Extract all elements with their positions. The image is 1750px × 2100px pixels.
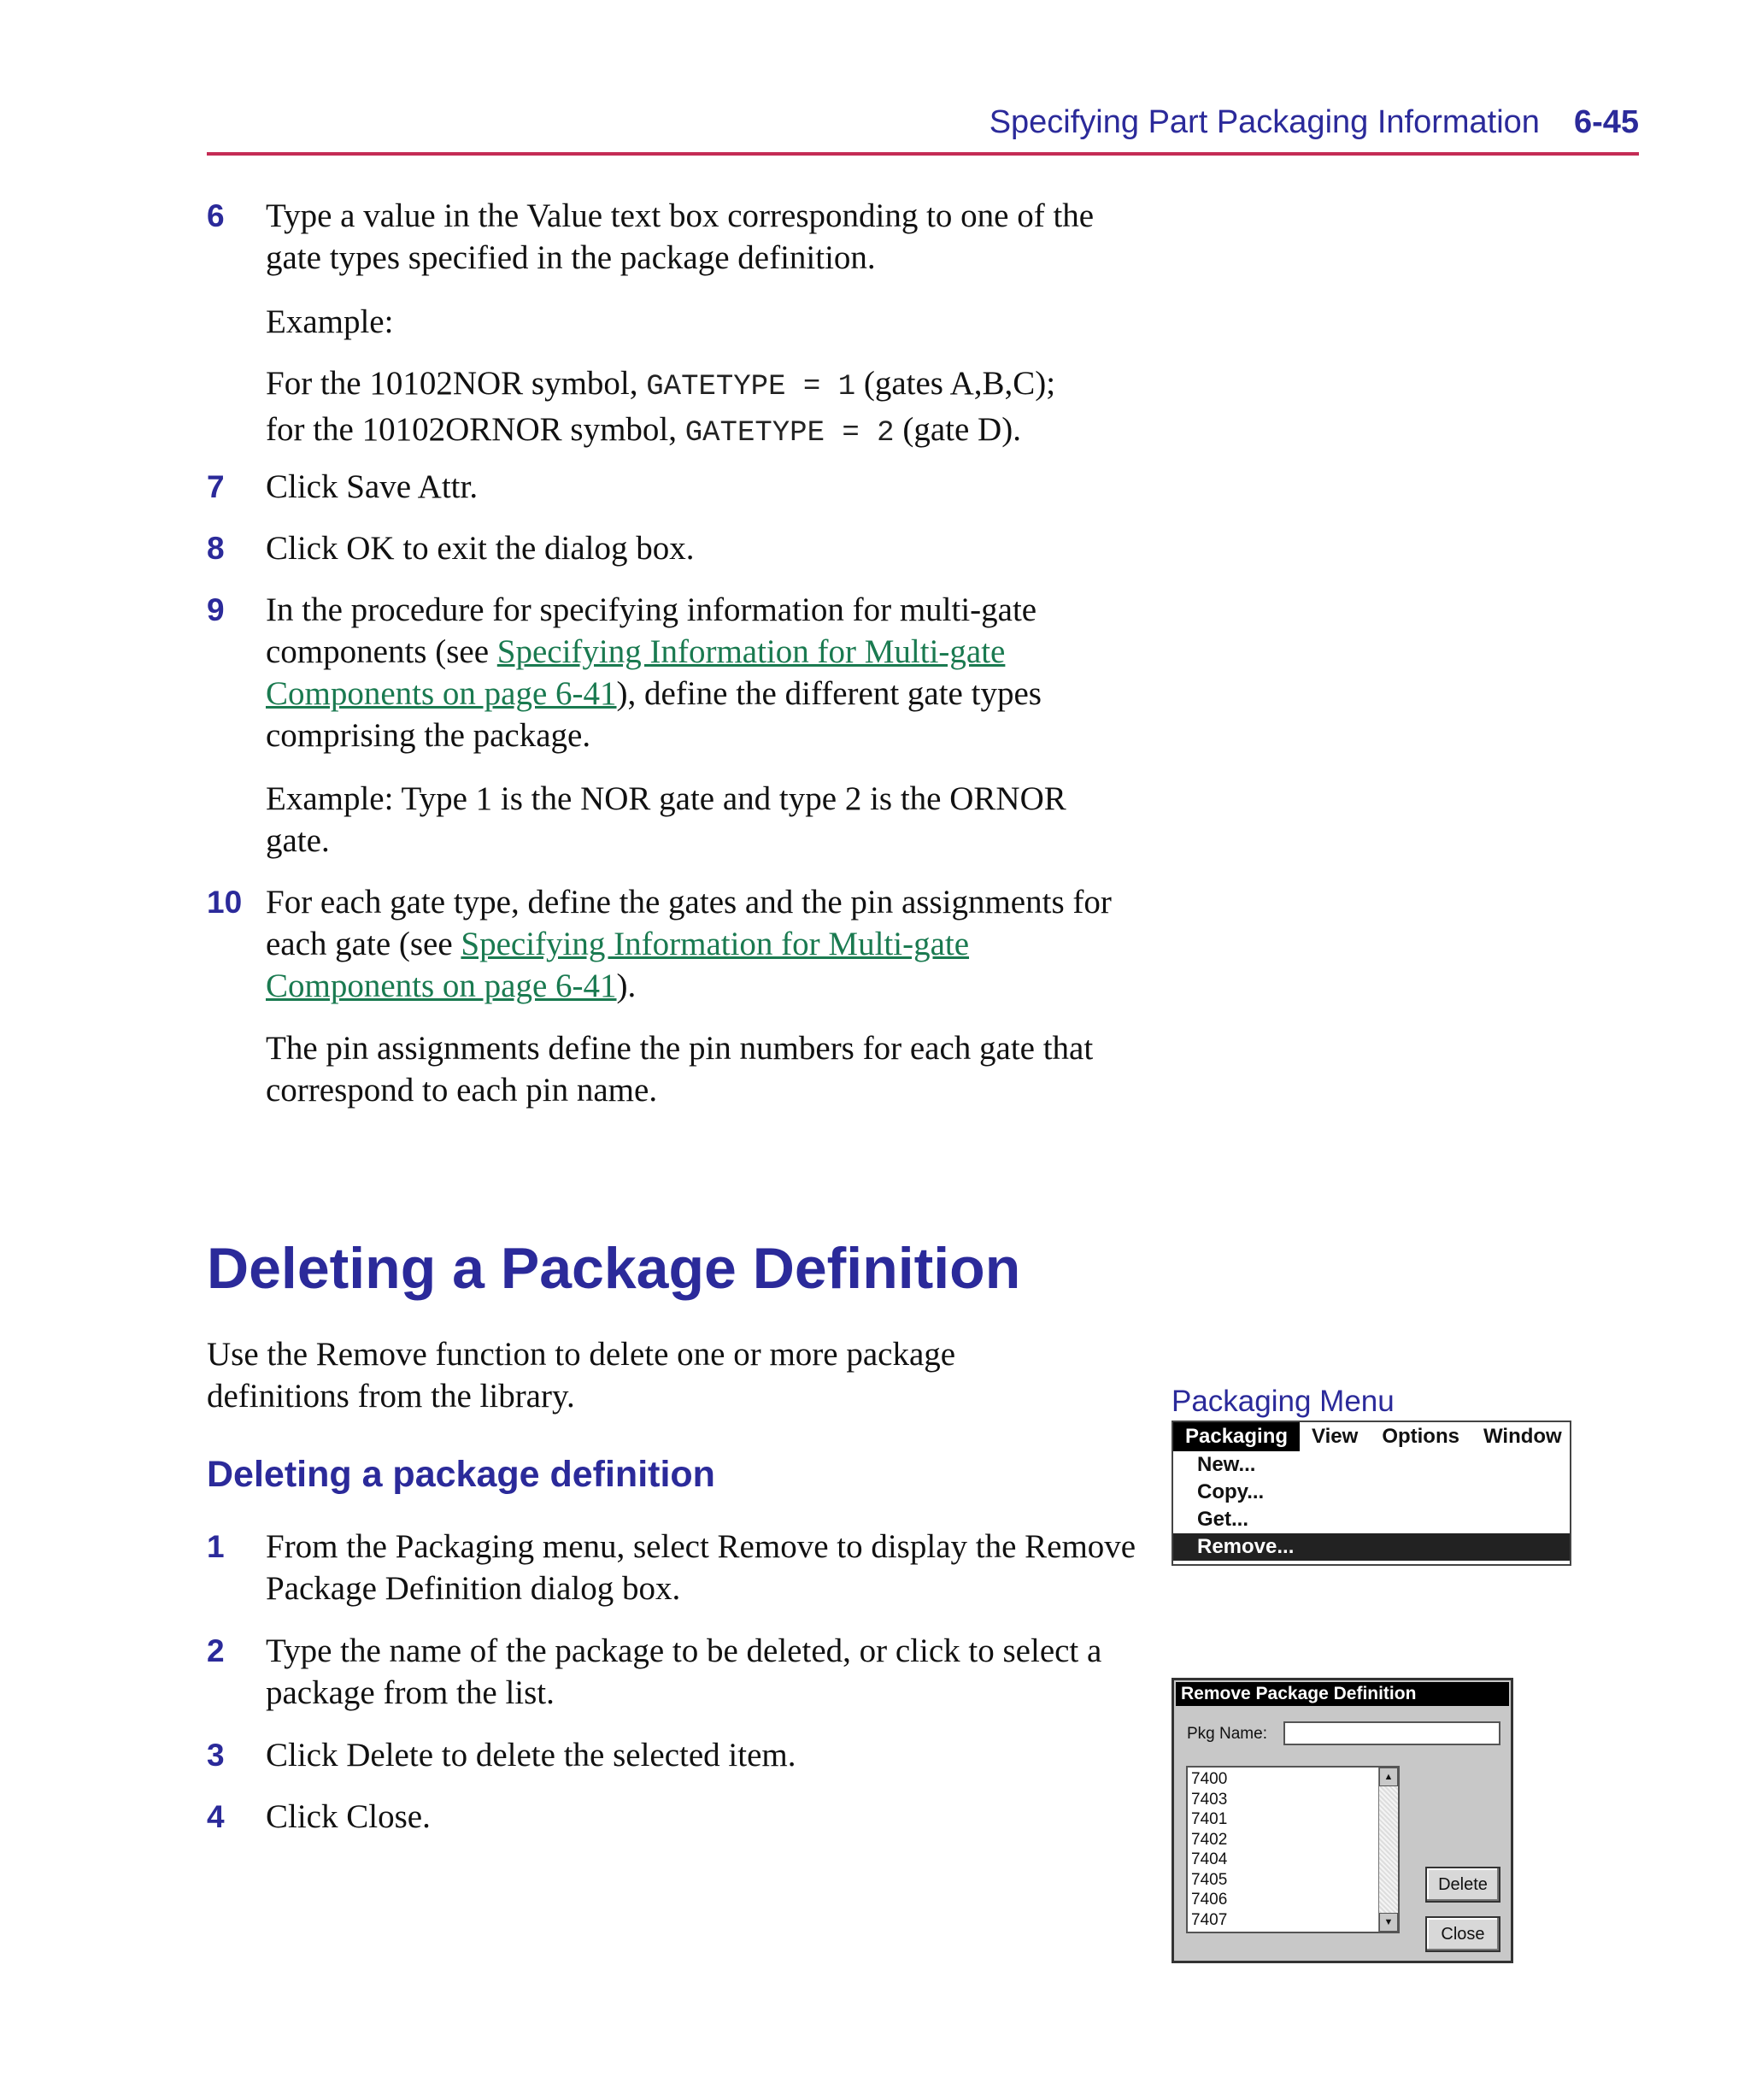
step-text: Type the name of the package to be deleted, or click to select a package from the list. (266, 1632, 1102, 1711)
step-number: 10 (207, 885, 243, 920)
example-label: Example: (266, 303, 394, 340)
package-list[interactable] (1186, 1766, 1400, 1933)
delete-button[interactable]: Delete (1425, 1867, 1500, 1903)
pin-note: The pin assignments define the pin numbers for each gate that correspond to each pin name. (266, 1030, 1094, 1109)
example-line-2: for the 10102ORNOR symbol, GATETYPE = 2 (gate D). (266, 411, 1021, 450)
step-number: 6 (207, 198, 225, 233)
remove-package-dialog (1172, 1678, 1513, 1963)
list-item[interactable]: 7406 (1191, 1891, 1228, 1909)
step-number: 9 (207, 592, 225, 627)
step-6 (207, 195, 1138, 279)
code-gatetype-2: GATETYPE = 2 (684, 417, 895, 450)
code-gatetype-1: GATETYPE = 1 (646, 371, 856, 403)
step-8 (207, 527, 1138, 569)
example-line-1: For the 10102NOR symbol, GATETYPE = 1 (gates A,B,C); (266, 365, 1056, 403)
scroll-down-icon[interactable]: ▼ (1379, 1913, 1398, 1932)
packaging-menu-figure (1172, 1421, 1571, 1566)
list-item[interactable]: 7401 (1191, 1810, 1228, 1828)
menubar-options[interactable]: Options (1382, 1425, 1459, 1448)
example-types: Example: Type 1 is the NOR gate and type 2 is the ORNOR gate. (266, 780, 1066, 859)
list-item[interactable]: 7405 (1191, 1870, 1228, 1889)
menubar-packaging[interactable]: Packaging (1173, 1422, 1300, 1451)
step-text: Click Save Attr. (266, 468, 479, 505)
step-number: 1 (207, 1529, 225, 1564)
menu-item-new[interactable]: New... (1197, 1453, 1256, 1476)
page-header (207, 104, 1639, 156)
step-number: 8 (207, 531, 225, 566)
menubar (1173, 1422, 1570, 1451)
menu-item-get[interactable]: Get... (1197, 1508, 1249, 1531)
step-number: 4 (207, 1799, 225, 1834)
step-text: Click Close. (266, 1798, 431, 1835)
list-item[interactable]: 7400 (1191, 1770, 1228, 1788)
step-10 (207, 881, 1138, 1007)
list-item[interactable]: 7403 (1191, 1790, 1228, 1809)
delete-step-1 (207, 1526, 1138, 1609)
step-text: For each gate type, define the gates and the pin assignments for each gate (see Specifying Information for Multi-gate Components on page 6-41). (266, 884, 1112, 1004)
close-button[interactable]: Close (1425, 1916, 1500, 1952)
menu-item-remove[interactable]: Remove... (1173, 1533, 1570, 1561)
list-item[interactable]: 7407 (1191, 1910, 1228, 1929)
step-9 (207, 589, 1138, 756)
scroll-up-icon[interactable]: ▲ (1379, 1768, 1398, 1786)
xref-multi-gate-link[interactable]: Specifying Information for Multi-gate Components on page 6-41 (266, 926, 970, 1004)
step-text: Type a value in the Value text box corresponding to one of the gate types specified in the package definition. (266, 197, 1095, 276)
step-7 (207, 466, 1138, 508)
step-number: 2 (207, 1633, 225, 1668)
list-item[interactable]: 7402 (1191, 1830, 1228, 1849)
menubar-view[interactable]: View (1312, 1425, 1359, 1448)
menubar-window[interactable]: Window (1483, 1425, 1562, 1448)
list-item[interactable]: 7404 (1191, 1850, 1228, 1868)
delete-step-3 (207, 1734, 1138, 1776)
delete-step-4 (207, 1796, 1138, 1838)
pkg-name-label: Pkg Name: (1187, 1725, 1267, 1743)
menu-figure-caption: Packaging Menu (1172, 1385, 1395, 1418)
step-text: Click OK to exit the dialog box. (266, 530, 695, 567)
section-intro: Use the Remove function to delete one or more package definitions from the library. (207, 1336, 956, 1415)
subsection-title: Deleting a package definition (207, 1454, 715, 1495)
delete-step-2 (207, 1630, 1138, 1714)
step-text: In the procedure for specifying information for multi-gate components (see Specifying Information for Multi-gate Components on page 6-41), define the different gate types comprising the package. (266, 591, 1042, 754)
step-text: Click Delete to delete the selected item. (266, 1737, 796, 1774)
xref-multi-gate-link[interactable]: Specifying Information for Multi-gate Components on page 6-41 (266, 633, 1006, 712)
menu-item-copy[interactable]: Copy... (1197, 1480, 1265, 1503)
step-number: 7 (207, 469, 225, 504)
pkg-name-input[interactable] (1283, 1721, 1500, 1745)
step-number: 3 (207, 1738, 225, 1773)
step-text: From the Packaging menu, select Remove to display the Remove Package Definition dialog box. (266, 1528, 1136, 1607)
example-code-lines (266, 362, 1120, 455)
page-number: 6-45 (1573, 104, 1639, 140)
list-scrollbar[interactable] (1378, 1768, 1398, 1932)
header-title: Specifying Part Packaging Information (989, 104, 1540, 140)
section-title: Deleting a Package Definition (207, 1236, 1021, 1301)
dialog-title: Remove Package Definition (1176, 1682, 1509, 1706)
